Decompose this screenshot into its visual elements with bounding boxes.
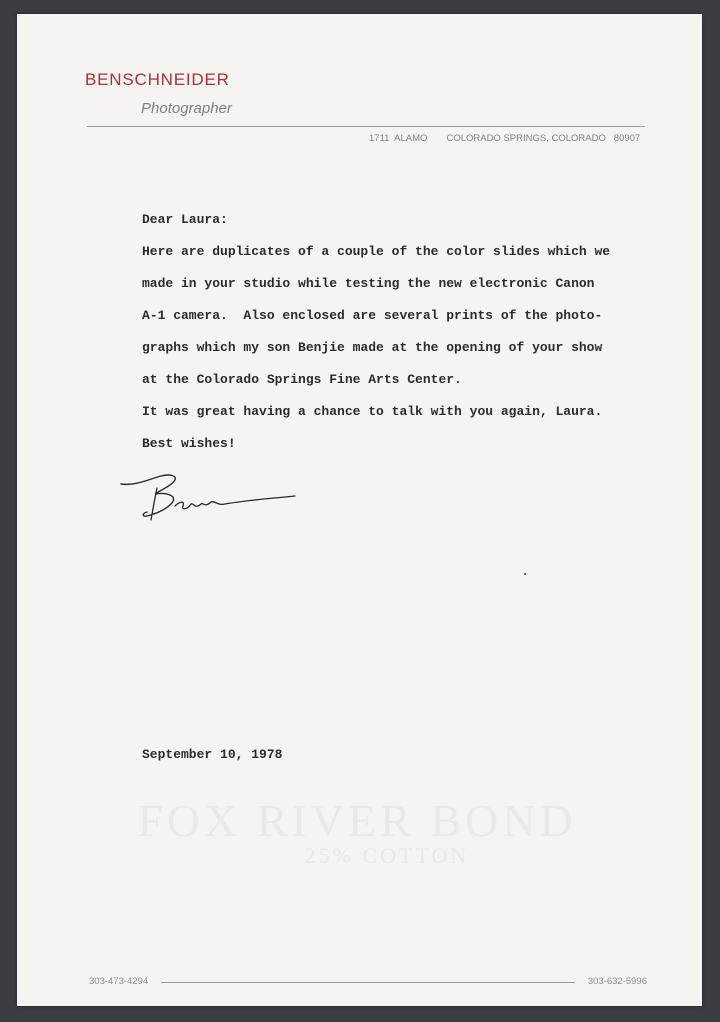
handwritten-signature bbox=[117, 466, 297, 526]
address-street: 1711 ALAMO bbox=[369, 133, 428, 144]
address-city: COLORADO SPRINGS, COLORADO 80907 bbox=[446, 133, 641, 144]
watermark-brand: FOX RIVER BOND bbox=[137, 795, 577, 846]
letterhead-rule bbox=[87, 126, 645, 127]
footer-phone-right: 303-632-5996 bbox=[587, 976, 647, 987]
letter-body bbox=[142, 204, 610, 460]
body-line: made in your studio while testing the new electronic Canon bbox=[142, 276, 595, 291]
body-line: Here are duplicates of a couple of the color slides which we bbox=[142, 244, 611, 259]
letterhead-title: Photographer bbox=[141, 100, 232, 117]
body-line: at the Colorado Springs Fine Arts Center. bbox=[142, 372, 462, 387]
letter-date: September 10, 1978 bbox=[142, 747, 283, 762]
letterhead-name: BENSCHNEIDER bbox=[85, 70, 230, 89]
footer-phone-left: 303-473-4294 bbox=[89, 976, 149, 987]
body-line: It was great having a chance to talk with you again, Laura. bbox=[142, 404, 603, 419]
paper-watermark bbox=[127, 794, 587, 869]
letterhead-footer bbox=[89, 976, 647, 990]
body-line: graphs which my son Benjie made at the opening of your show bbox=[142, 340, 603, 355]
watermark-cotton: 25% COTTON bbox=[304, 843, 470, 868]
body-line: A-1 camera. Also enclosed are several prints of the photo- bbox=[142, 308, 603, 323]
letterhead-address bbox=[369, 133, 640, 144]
letter-page bbox=[17, 14, 702, 1006]
paper-speck bbox=[524, 573, 526, 575]
closing: Best wishes! bbox=[142, 436, 236, 451]
salutation: Dear Laura: bbox=[142, 212, 228, 227]
footer-rule bbox=[161, 982, 575, 983]
